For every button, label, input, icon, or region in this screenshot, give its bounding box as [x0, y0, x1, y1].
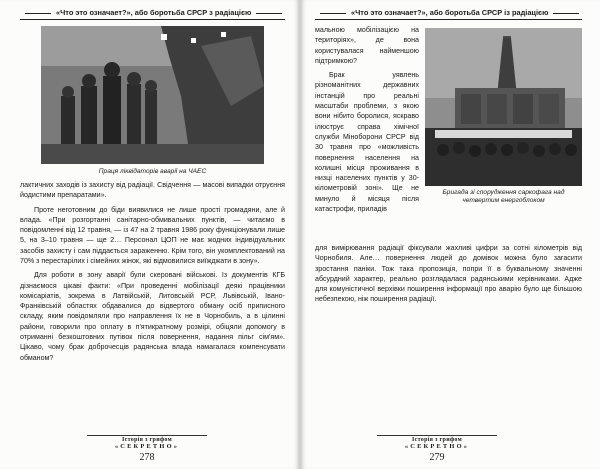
left-paragraph: Для роботи в зону аварії були скеровані військові. Із документів КГБ дізнаємося цікаві факти: «При проведенні мобілізації деякі працівники комісаріатів, зокрема в Латвійській, Литовській РСР, Львівській, Івано-Франківській областях обдавалися до відвертого обману осіб приписного складу, яким повідомляли про направлення їх не в Чорнобиль, а в цілинні райони, говорили про оплату в п'ятикратному розмірі, обіцяли допомогу в отриманні безкоштовних путівок після повернення, надання пільг сім'ям». Цікаво, чому брак доброчесців радянська влада намагалася компенсувати обманом? [20, 271, 285, 362]
running-head-rule [25, 13, 51, 14]
left-paragraph: Проте неготовним до біди виявилися не лише прості громадяни, але й влада. «При розгортанні санітарно-обмивальних пунктів, — читаємо в повідомленні від 12 травня, — із 47 на 2 травня 1986 року функціонували лише 5, на 3–10 травня — ще 2… Персонал ЦОП не має жодних індивідуальних засобів захисту і сам піддається зараженню. Крім того, він укомплектований на 70% з перестарілих і сімейних жінок, які відмовилися виїжджати в зону». [20, 205, 285, 265]
left-paragraph: лактичних заходів із захисту від радіації. Свідчення — масові випадки отруєння йодистими препаратами». [20, 180, 285, 200]
left-photo-caption: Праця ліквідаторів аварії на ЧАЕС [98, 168, 207, 175]
right-running-head [315, 8, 582, 20]
page-number: 278 [139, 452, 155, 463]
running-head-rule [553, 13, 579, 14]
right-photo-caption: Бригада зі спорудження саркофага над четвертим енергоблоком [442, 189, 565, 204]
footer-series-title: Історія з грифом [412, 437, 462, 443]
left-body-text [20, 180, 285, 363]
left-footer [87, 435, 207, 463]
left-page [0, 0, 299, 469]
page-number: 279 [429, 452, 445, 463]
right-running-head-text: «Что это означает?», або боротьба СРСР із радіацією [351, 8, 549, 17]
footer-series-subtitle: «СЕКРЕТНО» [404, 443, 470, 450]
right-top-block [315, 25, 582, 243]
right-narrow-paragraph: Брак уявлень різноманітних державних інстанцій про реальні масштаби проблеми, з якою вони нібито боролися, яскраво ілюструє справа хімічної служби Міноборони СРСР від 30 травня про «можливість повернення населення на колишні місця проживання в низці населених пунктів у 30-кілометровій зоні». Ще не минуло й місяця після катастрофи, приладів [315, 71, 419, 214]
right-page [301, 0, 600, 469]
left-running-head-text: «Что это означает?», або боротьба СРСР з радіацією [56, 8, 252, 17]
sarcophagus-brigade-photo [425, 28, 582, 186]
right-footer [377, 435, 497, 463]
right-narrow-column [315, 25, 419, 214]
running-head-rule [320, 13, 346, 14]
right-narrow-paragraph: мальною мобілізацією на територіях», де вона користувалася найменшою підтримкою? [315, 26, 419, 65]
sarcophagus-brigade-photo-graphic [425, 28, 582, 186]
liquidators-photo [41, 26, 264, 164]
right-body-text [315, 243, 582, 305]
footer-series-title: Історія з грифом [122, 437, 172, 443]
right-paragraph: для вимірювання радіації фіксували жахливі цифри за сотні кілометрів від Чорнобиля. Але… повернення людей до домівок можна було загасити зростання паніки. Тож така пропозиція, попри її в буквальному значенні абсурдний характер, реально розглядалася радянськими керівниками. Адже для комуністичної верхівки поширення інформації про аварію було ще більшою небезпекою, ніж поширення радіації. [315, 244, 582, 304]
liquidators-photo-graphic [41, 26, 264, 164]
running-head-rule [256, 13, 282, 14]
left-running-head [20, 8, 285, 20]
footer-series-subtitle: «СЕКРЕТНО» [114, 443, 180, 450]
right-photo-block [425, 28, 582, 205]
